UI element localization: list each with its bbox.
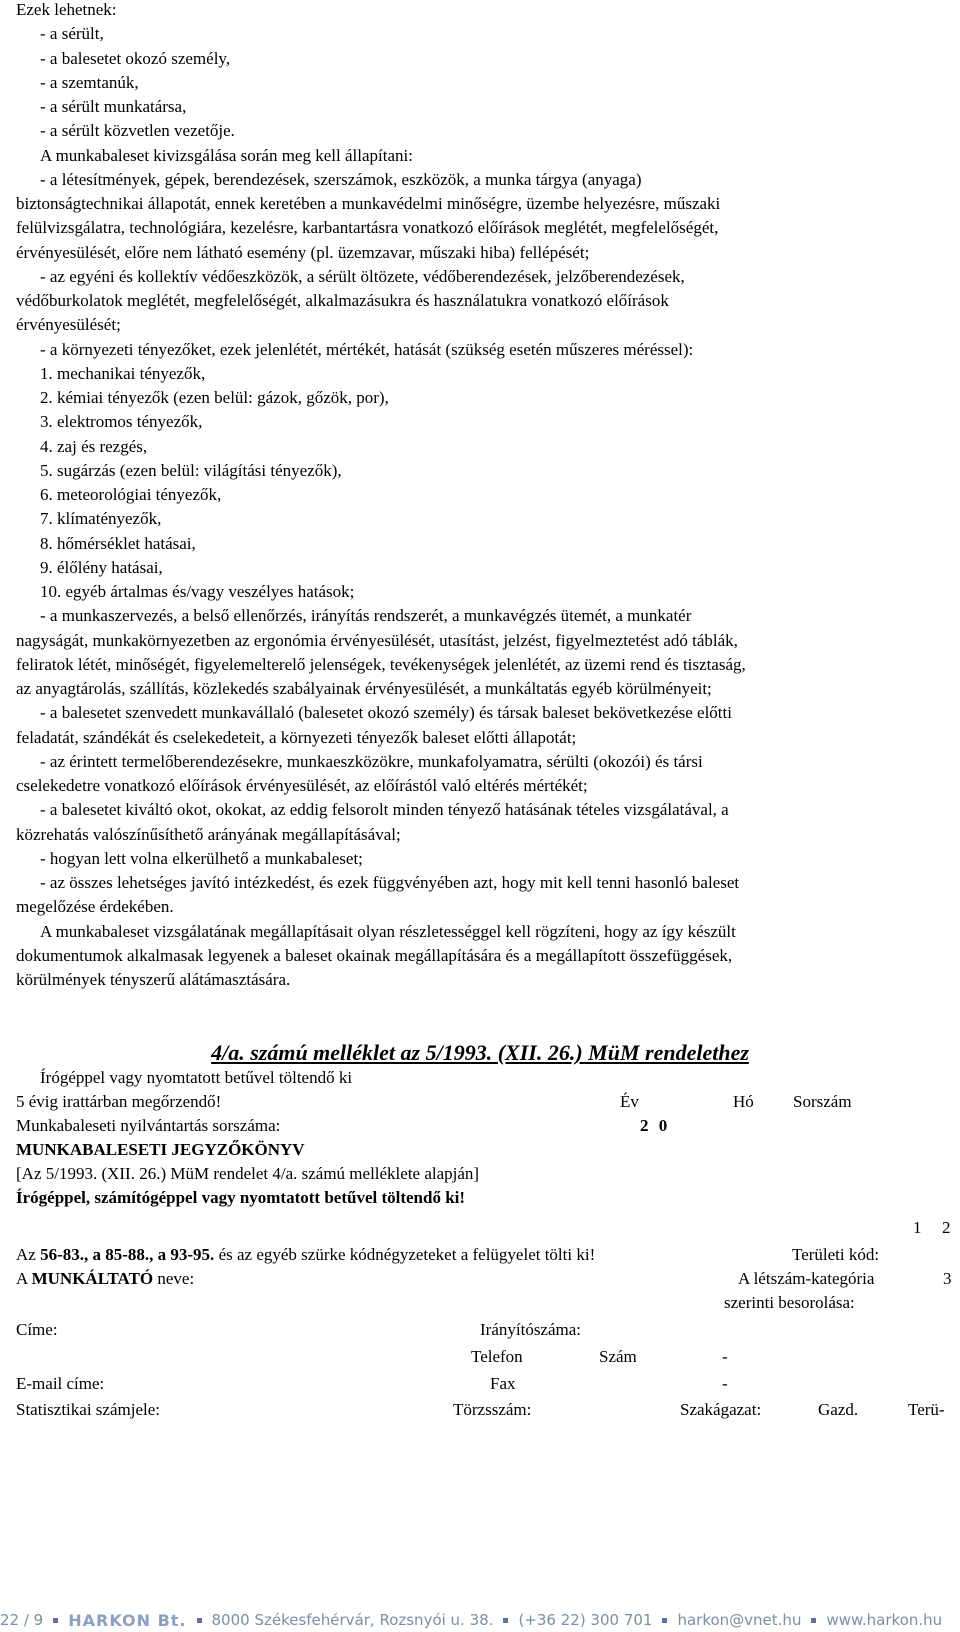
text-line: körülmények tényszerű alátámasztására.: [16, 970, 291, 989]
zip-label: Irányítószáma:: [480, 1320, 582, 1339]
headcount-label-1: A létszám-kategória: [738, 1269, 875, 1288]
footer-web[interactable]: www.harkon.hu: [826, 1611, 943, 1629]
footer-address: 8000 Székesfehérvár, Rozsnyói u. 38.: [211, 1611, 494, 1629]
text-line: dokumentumok alkalmasak legyenek a baleset okainak megállapítására és a megállapított összefüggések,: [16, 946, 733, 965]
text-line: 8. hőmérséklet hatásai,: [40, 534, 196, 553]
footer-separator: [662, 1618, 667, 1623]
text-line: 9. élőlény hatásai,: [40, 558, 163, 577]
text-line: - az egyéni és kollektív védőeszközök, a sérült öltözete, védőberendezések, jelzőberendezések,: [40, 267, 685, 286]
registry-digits: 2 0: [640, 1116, 668, 1135]
col-1: 1: [913, 1218, 922, 1237]
area-code-label: Területi kód:: [792, 1245, 880, 1264]
text-line: biztonságtechnikai állapotát, ennek keretében a munkavédelmi minőségre, üzembe helyezésre, műszaki: [16, 194, 721, 213]
headcount-label-2: szerinti besorolása:: [724, 1293, 855, 1312]
text-line: - a balesetet szenvedett munkavállaló (balesetet okozó személy) és társak baleset bekövetkezése előtti: [40, 703, 732, 722]
text-line: - a létesítmények, gépek, berendezések, szerszámok, eszközök, a munka tárgya (anyaga): [40, 170, 642, 189]
text-line: érvényesülését;: [16, 315, 121, 334]
footer-separator: [53, 1618, 58, 1623]
text-line: - a sérült,: [40, 24, 104, 43]
form-title: MUNKABALESETI JEGYZŐKÖNYV: [16, 1140, 305, 1159]
employer-name-label: A MUNKÁLTATÓ neve:: [16, 1269, 195, 1288]
footer-separator: [503, 1618, 508, 1623]
text-line: felülvizsgálatra, technológiára, kezelésre, karbantartásra vonatkozó előírások meglétét, megfelelőségét,: [16, 218, 719, 237]
text-line: - a környezeti tényezőket, ezek jelenlétét, mértékét, hatását (szükség esetén műszeres méréssel):: [40, 340, 694, 359]
text-line: - a szemtanúk,: [40, 73, 139, 92]
phone-dash: -: [722, 1347, 728, 1366]
text-line: Ezek lehetnek:: [16, 0, 117, 19]
footer-separator: [197, 1618, 202, 1623]
text-line: 2. kémiai tényezők (ezen belül: gázok, gőzök, por),: [40, 388, 389, 407]
footer-company-logo: HARKON Bt.: [68, 1610, 187, 1630]
text-line: érvényesülését, előre nem látható esemény (pl. üzemzavar, műszaki hiba) fellépését;: [16, 243, 590, 262]
email-label: E-mail címe:: [16, 1374, 105, 1393]
footer-phone: (+36 22) 300 701: [518, 1611, 653, 1629]
text-line: - az összes lehetséges javító intézkedést, és ezek függvényében azt, hogy mit kell tenni hasonló baleset: [40, 873, 740, 892]
text-line: - a munkaszervezés, a belső ellenőrzés, irányítás rendszerét, a munkavégzés ütemét, a munkatér: [40, 606, 692, 625]
teru-label: Terü-: [908, 1400, 945, 1419]
page-footer: [0, 1608, 960, 1632]
text-line: 5. sugárzás (ezen belül: világítási tényezők),: [40, 461, 342, 480]
fax-label: Fax: [490, 1374, 516, 1393]
col-2: 2: [942, 1218, 951, 1237]
text-line: - az érintett termelőberendezésekre, munkaeszközökre, munkafolyamatra, sérülti (okozói) és társi: [40, 752, 703, 771]
text-line: 7. klímatényezők,: [40, 509, 162, 528]
text-line: 1. mechanikai tényezők,: [40, 364, 206, 383]
phone-label: Telefon: [471, 1347, 523, 1366]
headcount-num: 3: [943, 1269, 952, 1288]
text-line: feliratok létét, minőségét, figyelemelterelő jelenségek, tevékenységek jelenlétét, az üzemi rend és tisztaság,: [16, 655, 746, 674]
text-line: - a balesetet kiváltó okot, okokat, az eddig felsorolt minden tényező hatásának tételes vizsgálatával, a: [40, 800, 729, 819]
text-line: - hogyan lett volna elkerülhető a munkabaleset;: [40, 849, 363, 868]
fill-note-bold: Írógéppel, számítógéppel vagy nyomtatott betűvel töltendő ki!: [16, 1188, 466, 1207]
text-line: az anyagtárolás, szállítás, közlekedés szabályainak érvényesülését, a munkáltatás egyéb körülményeit;: [16, 679, 712, 698]
footer-separator: [811, 1618, 816, 1623]
text-line: A munkabaleset kivizsgálása során meg kell állapítani:: [40, 146, 413, 165]
szakagazat-label: Szakágazat:: [680, 1400, 762, 1419]
text-line: feladatát, szándékát és cselekedeteit, a környezeti tényezők baleset előtti állapotát;: [16, 728, 577, 747]
text-line: - a balesetet okozó személy,: [40, 49, 231, 68]
stat-label: Statisztikai számjele:: [16, 1400, 160, 1419]
col-ho: Hó: [733, 1092, 754, 1111]
footer-page-number: 22 / 9: [0, 1611, 44, 1629]
text-line: védőburkolatok meglétét, megfelelőségét, alkalmazásukra és használatukra vonatkozó előírások: [16, 291, 669, 310]
fax-dash: -: [722, 1374, 728, 1393]
annex-heading: 4/a. számú melléklet az 5/1993. (XII. 26.) MüM rendelethez: [211, 1040, 749, 1065]
text-line: 4. zaj és rezgés,: [40, 437, 148, 456]
text-line: megelőzése érdekében.: [16, 897, 174, 916]
col-sorszam: Sorszám: [793, 1092, 852, 1111]
gazd-label: Gazd.: [818, 1400, 859, 1419]
torzs-label: Törzsszám:: [453, 1400, 532, 1419]
fill-note-1: Írógéppel vagy nyomtatott betűvel töltendő ki: [40, 1068, 353, 1087]
codes-note: Az 56-83., a 85-88., a 93-95. és az egyéb szürke kódnégyzeteket a felügyelet tölti ki!: [16, 1245, 596, 1264]
address-label: Címe:: [16, 1320, 58, 1339]
col-ev: Év: [620, 1092, 639, 1111]
text-line: - a sérült közvetlen vezetője.: [40, 121, 235, 140]
text-line: közrehatás valószínűsíthető arányának megállapításával;: [16, 825, 401, 844]
form-basis: [Az 5/1993. (XII. 26.) MüM rendelet 4/a. számú melléklete alapján]: [16, 1164, 480, 1183]
text-line: - a sérült munkatársa,: [40, 97, 187, 116]
text-line: A munkabaleset vizsgálatának megállapításait olyan részletességgel kell rögzíteni, hogy az így készült: [40, 922, 736, 941]
footer-email[interactable]: harkon@vnet.hu: [677, 1611, 802, 1629]
text-line: cselekedetre vonatkozó előírások érvényesülését, az előírástól való eltérés mértékét;: [16, 776, 588, 795]
text-line: 6. meteorológiai tényezők,: [40, 485, 222, 504]
text-line: nagyságát, munkakörnyezetben az ergonómia érvényesülését, utasítást, jelzést, figyelmeztetést adó táblák,: [16, 631, 738, 650]
number-label: Szám: [599, 1347, 637, 1366]
text-line: 3. elektromos tényezők,: [40, 412, 203, 431]
text-line: 10. egyéb ártalmas és/vagy veszélyes hatások;: [40, 582, 355, 601]
fill-note-2: 5 évig irattárban megőrzendő!: [16, 1092, 222, 1111]
registry-label: Munkabaleseti nyilvántartás sorszáma:: [16, 1116, 281, 1135]
